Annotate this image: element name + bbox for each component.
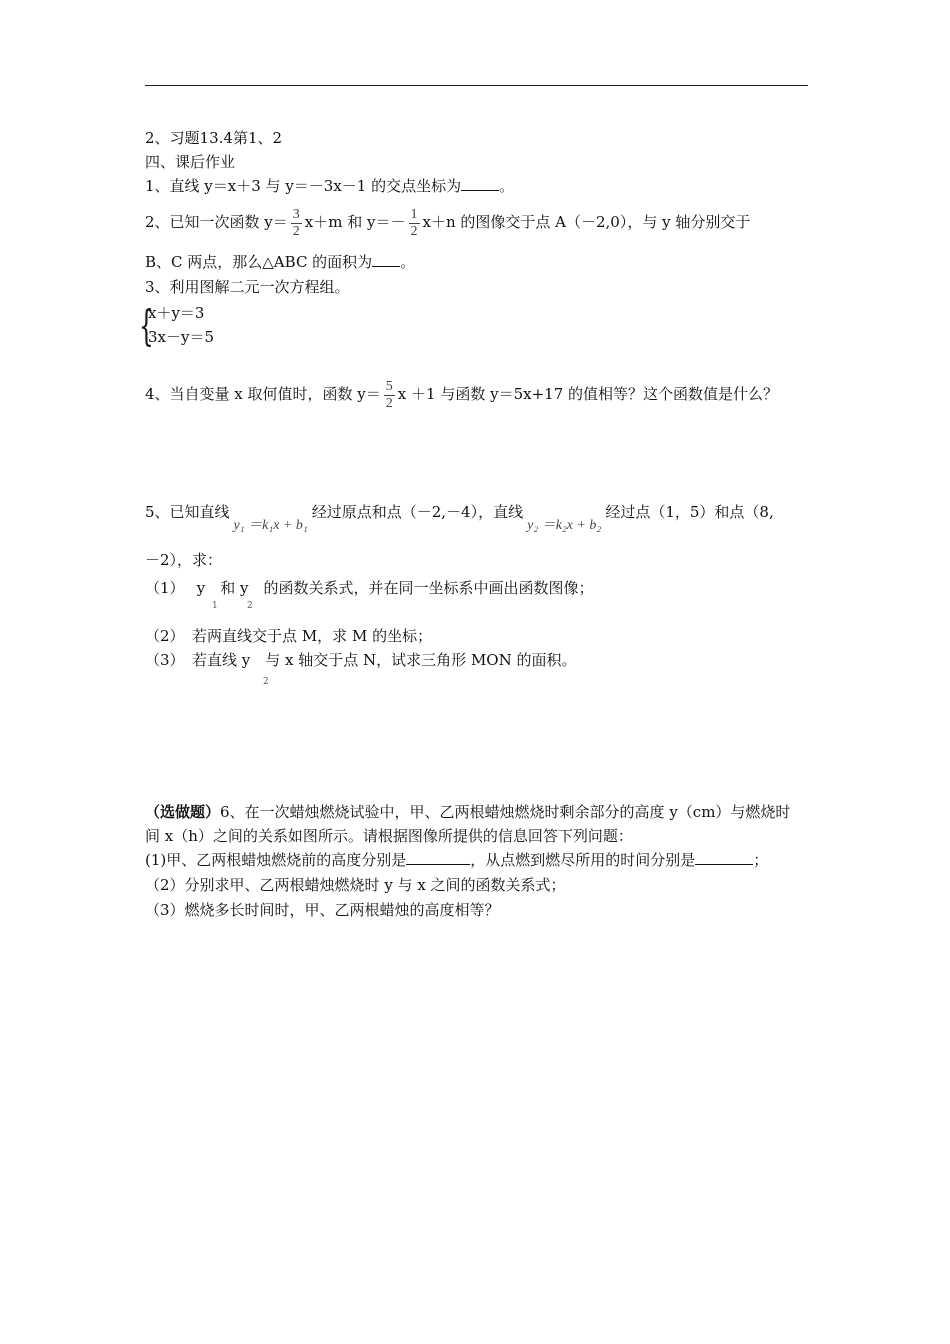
question-5: 5、已知直线y₁ ＝k₁x + b₁经过原点和点（－2,－4），直线y₂ ＝k₂x + b₂经过点（1，5）和点（8, (145, 503, 774, 533)
equation-y2: y₂ ＝k₂x + b₂ (527, 518, 602, 533)
answer-blank (406, 850, 470, 865)
question-4: 4、当自变量 x 取何值时，函数 y＝ $\frac{5}{2}$ x ＋1 与函数 y＝5x+17 的值相等？这个函数值是什么？ (145, 378, 779, 411)
question-5-cont: －2），求： (145, 551, 223, 569)
answer-blank (372, 252, 400, 267)
header-rule (145, 85, 808, 86)
question-3: 3、利用图解二元一次方程组。 (145, 278, 350, 296)
question-6: （选做题）6、在一次蜡烛燃烧试验中，甲、乙两根蜡烛燃烧时剩余部分的高度 y（cm）与燃烧时 (145, 803, 791, 821)
equation-y1: y₁ ＝k₁x + b₁ (233, 518, 308, 533)
subscript: 2 (263, 677, 269, 687)
section-heading: 四、课后作业 (145, 153, 236, 171)
equation-2: 3x－y＝5 (148, 328, 215, 346)
subscript: 2 (247, 601, 253, 611)
question-5-part-3: （3） 若直线 y 与 x 轴交于点 N，试求三角形 MON 的面积。 (145, 651, 577, 669)
question-1: 1、直线 y＝x＋3 与 y＝－3x－1 的交点坐标为 。 (145, 177, 515, 195)
answer-blank (695, 850, 753, 865)
question-6-part-1: (1)甲、乙两根蜡烛燃烧前的高度分别是 ，从点燃到燃尽所用的时间分别是 ； (145, 851, 769, 869)
question-5-part-1: （1） y 和 y 的函数关系式，并在同一坐标系中画出函数图像； (145, 579, 594, 597)
question-2: 2、已知一次函数 y＝ $\frac{3}{2}$ x＋m 和 y＝－ $\frac{1}{2}$ x＋n 的图像交于点 A（－2,0），与 y 轴分别交于 (145, 206, 751, 239)
question-6-cont: 间 x（h）之间的关系如图所示。请根据图像所提供的信息回答下列问题： (145, 827, 633, 845)
equation-1: x＋y＝3 (148, 304, 205, 322)
question-6-part-2: （2）分别求甲、乙两根蜡烛燃烧时 y 与 x 之间的函数关系式； (145, 876, 566, 894)
question-5-part-2: （2） 若两直线交于点 M，求 M 的坐标； (145, 627, 433, 645)
question-2-cont: B、C 两点，那么△ABC 的面积为 。 (145, 253, 416, 271)
brace-symbol: { (139, 301, 154, 350)
exercise-line: 2、习题13.4第1、2 (145, 129, 283, 147)
fraction: $\frac{3}{2}$ (292, 206, 300, 239)
fraction: $\frac{5}{2}$ (385, 378, 393, 411)
question-6-part-3: （3）燃烧多长时间时，甲、乙两根蜡烛的高度相等？ (145, 901, 500, 919)
answer-blank (461, 176, 499, 191)
fraction: $\frac{1}{2}$ (410, 206, 418, 239)
subscript: 1 (212, 601, 218, 611)
